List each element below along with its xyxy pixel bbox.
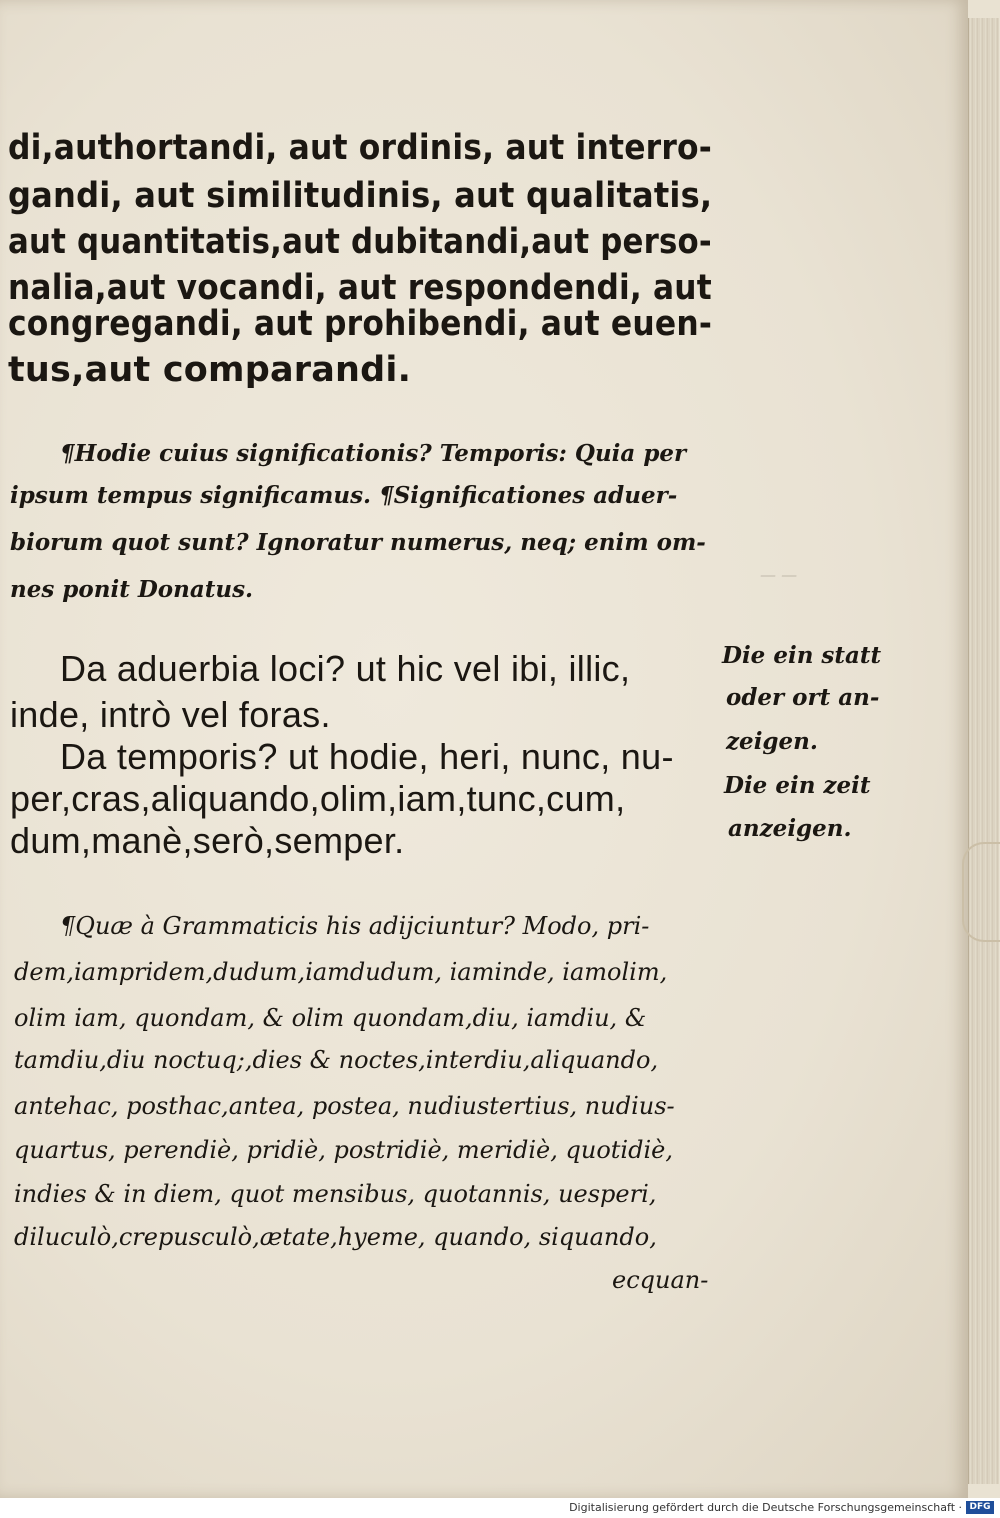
text-line: Da aduerbia loci? ut hic vel ibi, illic, [60, 648, 631, 689]
gloss-line: anzeigen. [728, 815, 852, 842]
page-fore-edge [968, 18, 999, 1484]
text-line: biorum quot sunt? Ignoratur numerus, neq; enim om- [10, 529, 706, 556]
text-line: ¶Quæ à Grammaticis his adijciuntur? Modo, pri- [60, 912, 650, 940]
bleed-through: — — [760, 565, 798, 584]
dfg-logo: DFG [966, 1501, 994, 1514]
edge-clasp [962, 842, 1000, 942]
catchword: ecquan- [612, 1266, 709, 1294]
text-line: per,cras,aliquando,olim,iam,tunc,cum, [10, 778, 626, 819]
text-line: aut quantitatis,aut dubitandi,aut perso- [8, 222, 712, 262]
gloss-line: zeigen. [726, 728, 818, 755]
text-line: diluculò,crepusculò,ætate,hyeme, quando, siquando, [14, 1223, 657, 1251]
gloss-line: oder ort an- [726, 684, 880, 711]
footer-credit: Digitalisierung gefördert durch die Deutsche Forschungsgemeinschaft · [569, 1501, 962, 1514]
text-line: olim iam, quondam, & olim quondam,diu, iamdiu, & [14, 1004, 647, 1032]
text-line: di,authortandi, aut ordinis, aut interro- [8, 128, 712, 168]
text-line: dem,iampridem,dudum,iamdudum, iaminde, iamolim, [14, 958, 668, 986]
text-line: quartus, perendiè, pridiè, postridiè, meridiè, quotidiè, [14, 1136, 673, 1164]
text-line: antehac, posthac,antea, postea, nudiustertius, nudius- [14, 1092, 675, 1120]
text-line: tus,aut comparandi. [8, 350, 412, 390]
digitization-footer [0, 1498, 1000, 1518]
gloss-line: Die ein zeit [724, 772, 871, 799]
text-line: gandi, aut similitudinis, aut qualitatis, [8, 176, 713, 216]
text-line: dum,manè,serò,semper. [10, 820, 405, 861]
text-line: nes ponit Donatus. [10, 576, 254, 603]
gloss-line: Die ein statt [722, 642, 882, 669]
text-line: tamdiu,diu noctuq;,dies & noctes,interdiu,aliquando, [14, 1046, 659, 1074]
text-line: inde, intrò vel foras. [10, 694, 331, 735]
text-line: Da temporis? ut hodie, heri, nunc, nu- [60, 736, 674, 777]
text-line: congregandi, aut prohibendi, aut euen- [8, 304, 713, 344]
text-line: ¶Hodie cuius significationis? Temporis: Quia per [60, 440, 687, 467]
text-line: nalia,aut vocandi, aut respondendi, aut [8, 268, 712, 308]
text-line: indies & in diem, quot mensibus, quotannis, uesperi, [14, 1180, 657, 1208]
text-line: ipsum tempus significamus. ¶Significationes aduer- [10, 482, 678, 509]
